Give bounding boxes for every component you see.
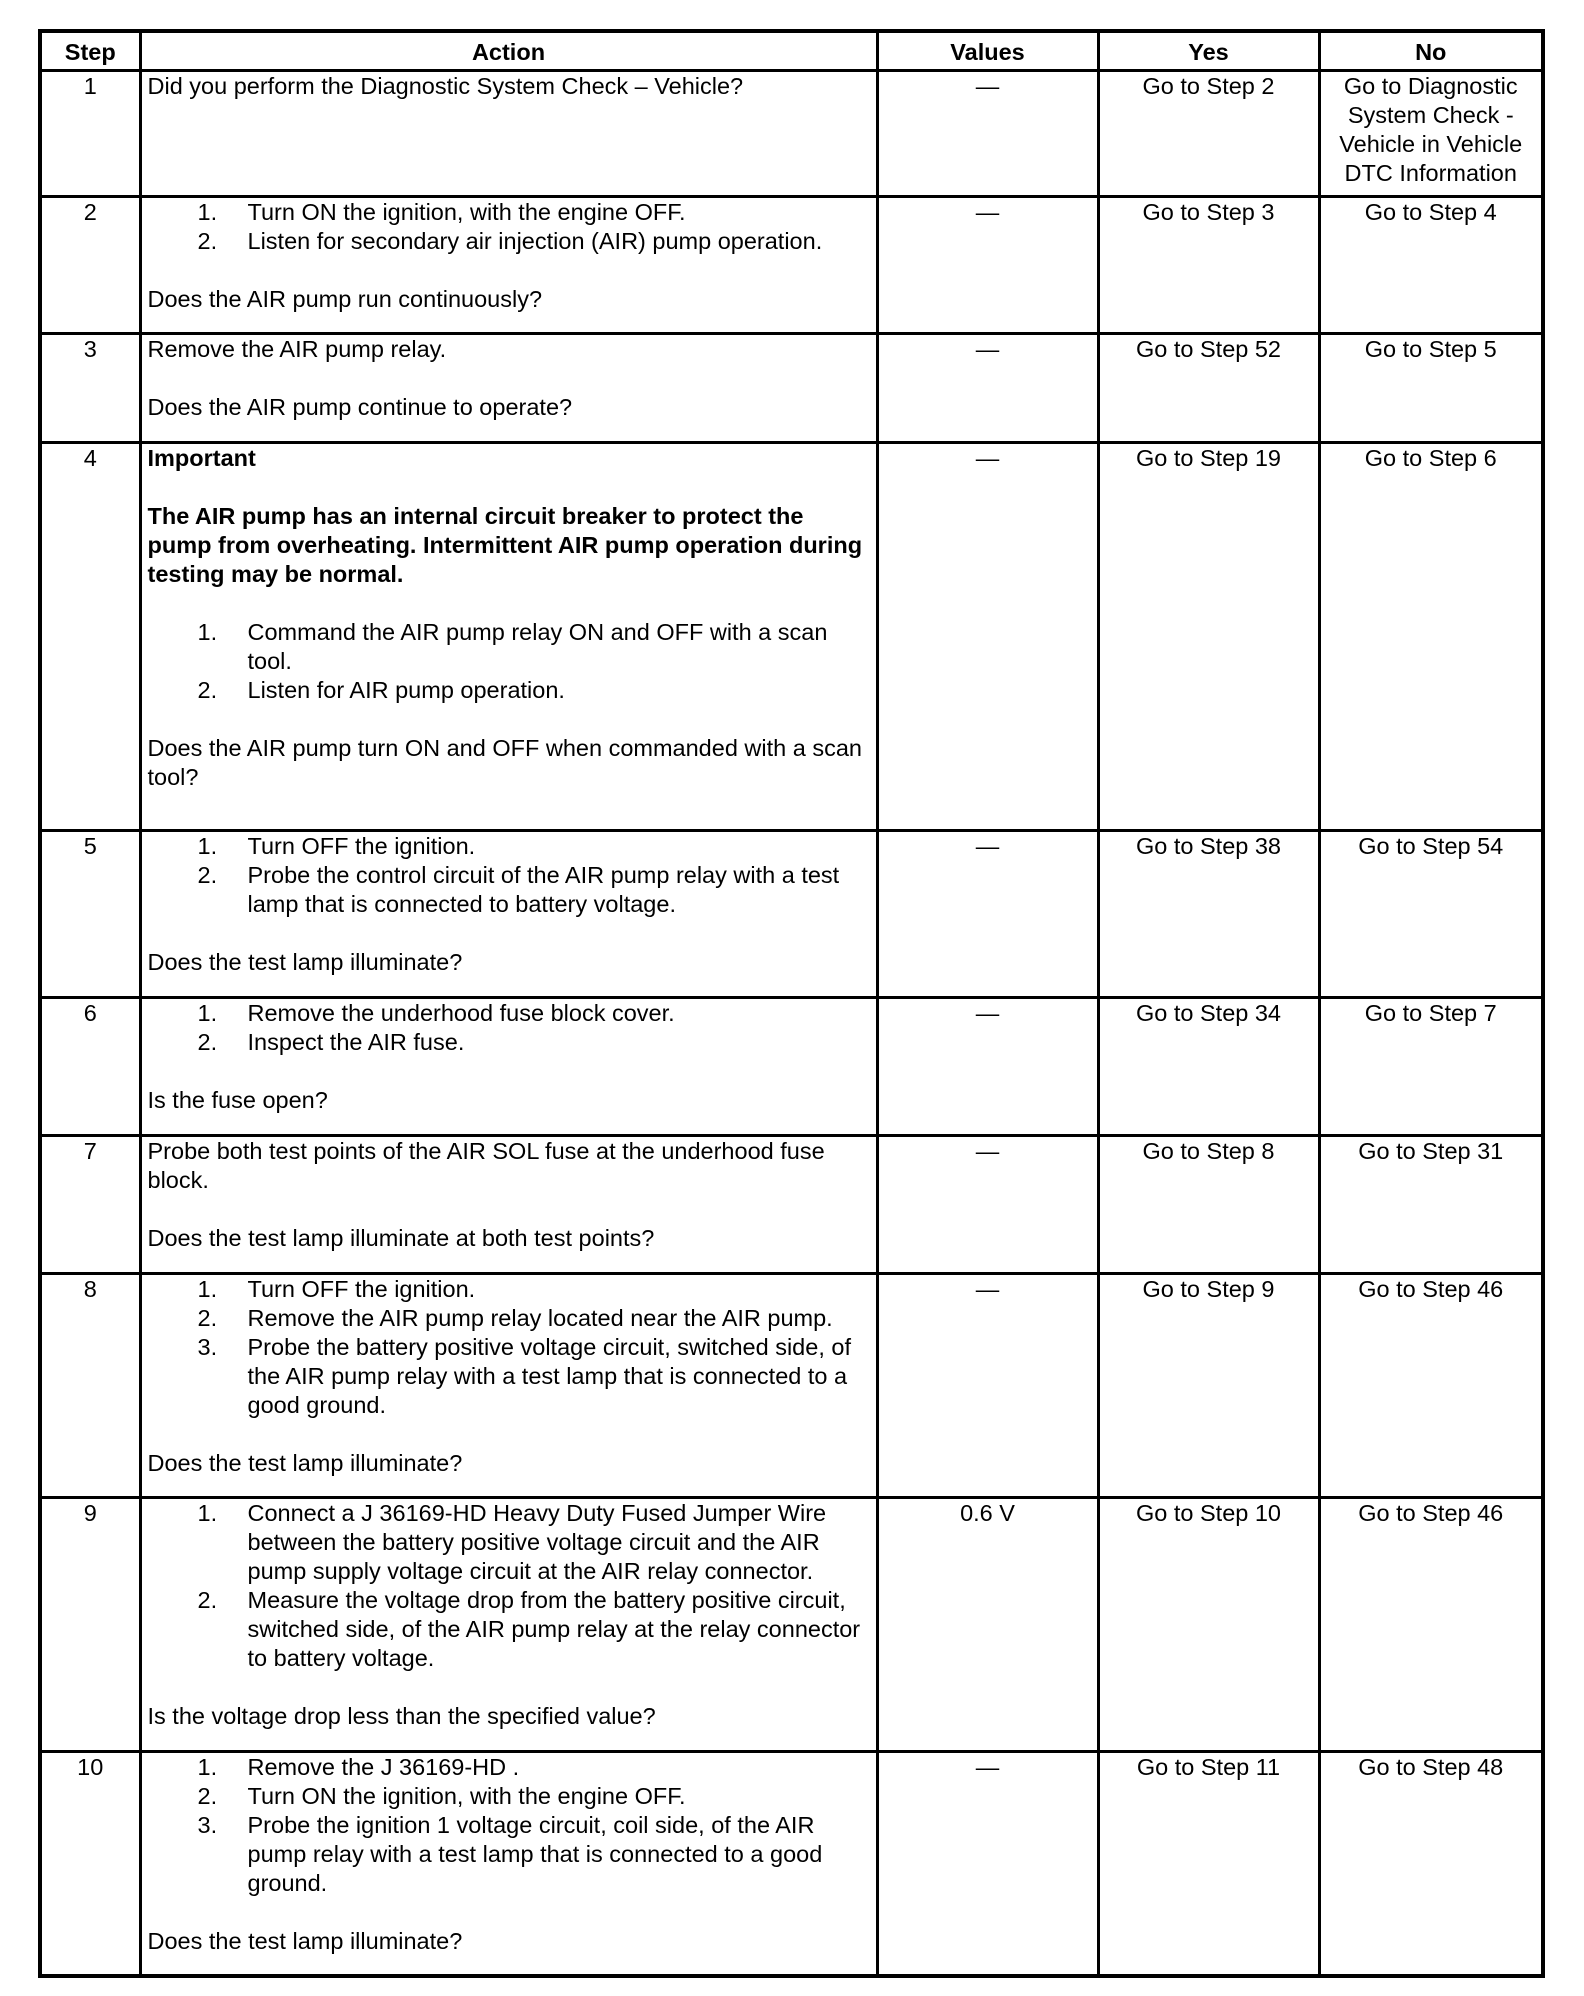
important-title: Important — [147, 445, 256, 471]
action-step-item: 2. Remove the AIR pump relay located near the AIR pump. — [197, 1305, 833, 1331]
action-question: Does the test lamp illuminate at both test points? — [147, 1225, 655, 1251]
no-link[interactable]: Go to Step 5 — [1319, 334, 1543, 443]
action-step-item: 1. Connect a J 36169-HD Heavy Duty Fused Jumper Wire between the battery positive voltage circuit and the AIR pump supply voltage circuit at the AIR relay connector. — [197, 1500, 827, 1584]
no-link[interactable]: Go to Diagnostic System Check - Vehicle in Vehicle DTC Information — [1319, 71, 1543, 197]
no-link[interactable]: Go to Step 46 — [1319, 1274, 1543, 1498]
table-row — [40, 443, 1543, 831]
action-steps — [148, 1753, 870, 1898]
step-number: 8 — [40, 1274, 140, 1498]
table-row — [40, 998, 1543, 1136]
action-cell — [140, 334, 877, 443]
action-step-item: 3. Probe the ignition 1 voltage circuit, coil side, of the AIR pump relay with a test lamp that is connected to a good ground. — [197, 1812, 823, 1896]
action-step-item: 2. Listen for secondary air injection (AIR) pump operation. — [197, 228, 823, 254]
action-cell — [140, 1498, 877, 1752]
action-steps — [148, 198, 870, 256]
action-cell — [140, 998, 877, 1136]
yes-link[interactable]: Go to Step 9 — [1098, 1274, 1319, 1498]
no-link[interactable]: Go to Step 46 — [1319, 1498, 1543, 1752]
action-step-item: 2. Inspect the AIR fuse. — [197, 1029, 465, 1055]
value-cell: — — [877, 1136, 1098, 1274]
no-link[interactable]: Go to Step 54 — [1319, 831, 1543, 998]
action-intro: Remove the AIR pump relay. — [147, 336, 447, 362]
no-link[interactable]: Go to Step 6 — [1319, 443, 1543, 831]
header-step: Step — [40, 31, 140, 71]
step-number: 2 — [40, 197, 140, 334]
step-number: 10 — [40, 1752, 140, 1976]
table-row — [40, 1274, 1543, 1498]
diagnostic-table — [38, 29, 1545, 1978]
yes-link[interactable]: Go to Step 19 — [1098, 443, 1319, 831]
header-no: No — [1319, 31, 1543, 71]
diagnostic-table-page — [38, 29, 1541, 1978]
action-step-item: 1. Remove the underhood fuse block cover. — [197, 1000, 675, 1026]
header-values: Values — [877, 31, 1098, 71]
action-cell — [140, 443, 877, 831]
header-row — [40, 31, 1543, 71]
table-row — [40, 71, 1543, 197]
action-step-item: 3. Probe the battery positive voltage circuit, switched side, of the AIR pump relay with a test lamp that is connected to a good ground. — [197, 1334, 851, 1418]
action-question: Does the AIR pump run continuously? — [147, 286, 543, 312]
action-steps — [148, 1275, 870, 1420]
action-step-item: 1. Command the AIR pump relay ON and OFF with a scan tool. — [197, 619, 828, 674]
no-link[interactable]: Go to Step 4 — [1319, 197, 1543, 334]
step-number: 7 — [40, 1136, 140, 1274]
action-question: Does the AIR pump turn ON and OFF when commanded with a scan tool? — [147, 735, 862, 790]
action-step-item: 2. Probe the control circuit of the AIR pump relay with a test lamp that is connected to battery voltage. — [197, 862, 840, 917]
table-row — [40, 197, 1543, 334]
action-intro: Probe both test points of the AIR SOL fuse at the underhood fuse block. — [147, 1138, 825, 1193]
action-cell — [140, 1752, 877, 1976]
value-cell: — — [877, 197, 1098, 334]
step-number: 4 — [40, 443, 140, 831]
value-cell: — — [877, 831, 1098, 998]
table-row — [40, 1752, 1543, 1976]
action-step-item: 2. Measure the voltage drop from the battery positive circuit, switched side, of the AIR pump relay at the relay connector to battery voltage. — [197, 1587, 861, 1671]
action-question: Does the test lamp illuminate? — [147, 1928, 463, 1954]
important-note: The AIR pump has an internal circuit breaker to protect the pump from overheating. Intermittent AIR pump operation during testing may be normal. — [147, 503, 863, 587]
action-question: Is the fuse open? — [147, 1087, 328, 1113]
header-action: Action — [140, 31, 877, 71]
value-cell: — — [877, 1752, 1098, 1976]
step-number: 3 — [40, 334, 140, 443]
table-row — [40, 1498, 1543, 1752]
yes-link[interactable]: Go to Step 34 — [1098, 998, 1319, 1136]
value-cell: 0.6 V — [877, 1498, 1098, 1752]
action-cell — [140, 71, 877, 197]
action-step-item: 1. Remove the J 36169-HD . — [197, 1754, 520, 1780]
yes-link[interactable]: Go to Step 2 — [1098, 71, 1319, 197]
yes-link[interactable]: Go to Step 11 — [1098, 1752, 1319, 1976]
action-cell — [140, 1274, 877, 1498]
step-number: 6 — [40, 998, 140, 1136]
action-step-item: 2. Listen for AIR pump operation. — [197, 677, 565, 703]
action-step-item: 1. Turn OFF the ignition. — [197, 833, 476, 859]
value-cell: — — [877, 998, 1098, 1136]
step-number: 5 — [40, 831, 140, 998]
action-steps — [148, 832, 870, 919]
no-link[interactable]: Go to Step 7 — [1319, 998, 1543, 1136]
action-cell — [140, 1136, 877, 1274]
action-question: Is the voltage drop less than the specified value? — [147, 1703, 656, 1729]
table-row — [40, 334, 1543, 443]
yes-link[interactable]: Go to Step 10 — [1098, 1498, 1319, 1752]
action-cell — [140, 197, 877, 334]
table-row — [40, 1136, 1543, 1274]
action-step-item: 2. Turn ON the ignition, with the engine OFF. — [197, 1783, 686, 1809]
yes-link[interactable]: Go to Step 52 — [1098, 334, 1319, 443]
action-question: Does the test lamp illuminate? — [147, 949, 463, 975]
yes-link[interactable]: Go to Step 8 — [1098, 1136, 1319, 1274]
value-cell: — — [877, 1274, 1098, 1498]
step-number: 9 — [40, 1498, 140, 1752]
action-question: Does the test lamp illuminate? — [147, 1450, 463, 1476]
no-link[interactable]: Go to Step 31 — [1319, 1136, 1543, 1274]
value-cell: — — [877, 334, 1098, 443]
no-link[interactable]: Go to Step 48 — [1319, 1752, 1543, 1976]
action-steps — [148, 618, 870, 705]
yes-link[interactable]: Go to Step 3 — [1098, 197, 1319, 334]
action-step-item: 1. Turn OFF the ignition. — [197, 1276, 476, 1302]
value-cell: — — [877, 71, 1098, 197]
action-question: Does the AIR pump continue to operate? — [147, 394, 573, 420]
yes-link[interactable]: Go to Step 38 — [1098, 831, 1319, 998]
header-yes: Yes — [1098, 31, 1319, 71]
value-cell: — — [877, 443, 1098, 831]
table-row — [40, 831, 1543, 998]
step-number: 1 — [40, 71, 140, 197]
action-step-item: 1. Turn ON the ignition, with the engine OFF. — [197, 199, 686, 225]
action-question: Did you perform the Diagnostic System Check – Vehicle? — [147, 73, 744, 99]
action-steps — [148, 1499, 870, 1673]
action-cell — [140, 831, 877, 998]
action-steps — [148, 999, 870, 1057]
